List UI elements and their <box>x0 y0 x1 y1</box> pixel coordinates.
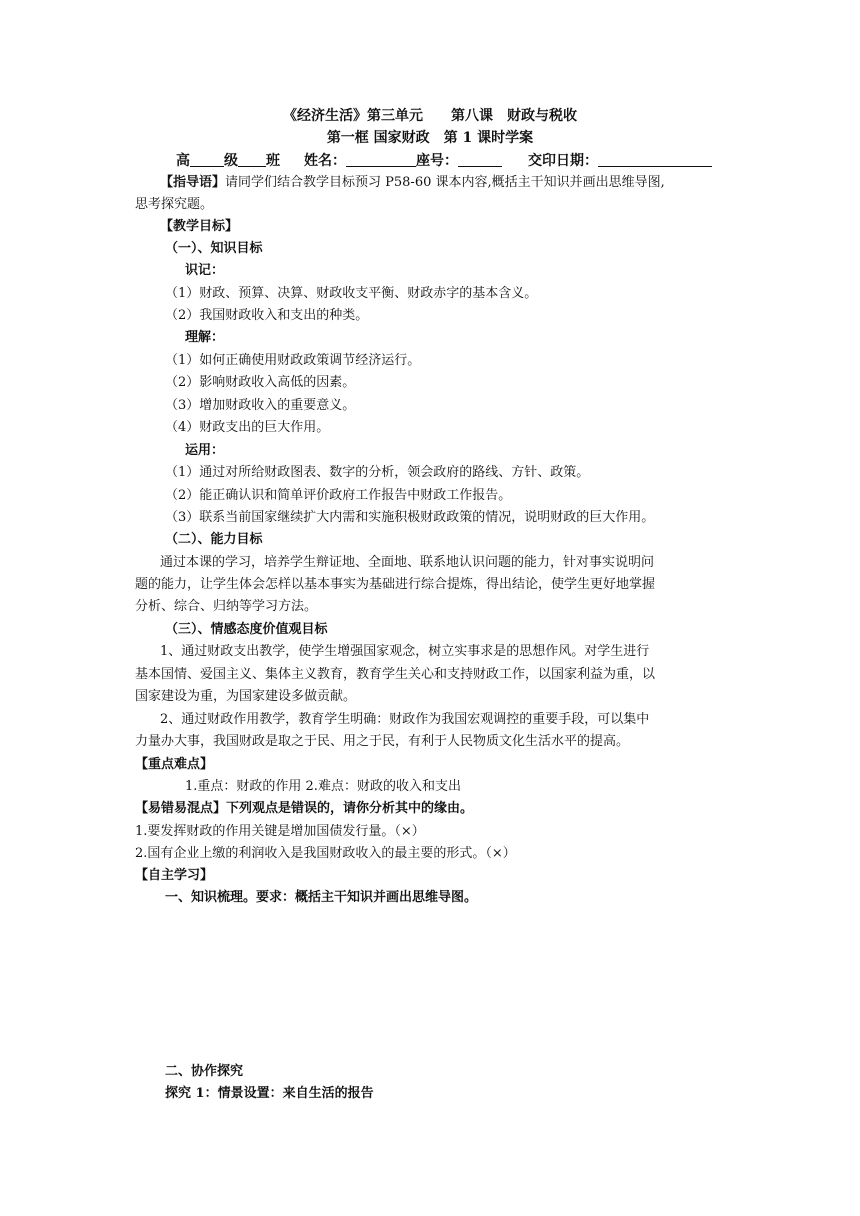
explore-1: 探究 1：情景设置：来自生活的报告 <box>165 1086 374 1101</box>
name-blank[interactable] <box>346 152 416 167</box>
title-line-2: 第一框 国家财政 第 1 课时学案 <box>326 130 534 146</box>
guide-tag: 【指导语】 <box>160 175 226 190</box>
title-line-1: 《经济生活》第三单元 第八课 财政与税收 <box>283 108 577 124</box>
mistake-item-2: 2.国有企业上缴的利润收入是我国财政收入的最主要的形式。（×） <box>135 846 516 861</box>
name-label: 姓名： <box>304 153 346 169</box>
goals-heading: 【教学目标】 <box>160 219 239 234</box>
self-study-item-1: 一、知识梳理。要求：概括主干知识并画出思维导图。 <box>165 890 478 905</box>
understand-item-2: （2）影响财政收入高低的因素。 <box>165 375 356 390</box>
class-blank[interactable] <box>238 152 266 167</box>
guide-text-2: 思考探究题。 <box>135 197 214 212</box>
seat-blank[interactable] <box>458 152 502 167</box>
key-text: 1.重点：财政的作用 2.难点：财政的收入和支出 <box>185 779 461 794</box>
ability-para-1: 通过本课的学习，培养学生辩证地、全面地、联系地认识问题的能力，针对事实说明问 <box>160 555 655 570</box>
remember-item-2: （2）我国财政收入和支出的种类。 <box>165 308 369 323</box>
remember-label: 识记： <box>185 263 225 278</box>
emotion-para-1a: 1、通过财政支出教学，使学生增强国家观念，树立实事求是的思想作风。对学生进行 <box>160 644 650 659</box>
guide-line-1 <box>160 174 665 192</box>
understand-item-1: （1）如何正确使用财政政策调节经济运行。 <box>165 353 421 368</box>
class-label: 班 <box>266 153 280 169</box>
grade-label: 高 <box>176 153 190 169</box>
understand-label: 理解： <box>185 330 225 345</box>
understand-item-3: （3）增加财政收入的重要意义。 <box>165 398 356 413</box>
emotion-para-1c: 国家建设为重，为国家建设多做贡献。 <box>135 689 357 704</box>
ability-para-2: 题的能力，让学生体会怎样以基本事实为基础进行综合提炼，得出结论，使学生更好地掌握 <box>135 577 656 592</box>
level-label: 级 <box>224 153 238 169</box>
cooperation-heading: 二、协作探究 <box>165 1064 244 1079</box>
apply-item-2: （2）能正确认识和简单评价政府工作报告中财政工作报告。 <box>165 488 512 503</box>
emotion-para-2a: 2、通过财政作用教学，教育学生明确：财政作为我国宏观调控的重要手段，可以集中 <box>160 712 650 727</box>
understand-item-4: （4）财政支出的巨大作用。 <box>165 420 330 435</box>
ability-para-3: 分析、综合、归纳等学习方法。 <box>135 599 318 614</box>
emotion-para-2b: 力量办大事，我国财政是取之于民、用之于民，有利于人民物质文化生活水平的提高。 <box>135 734 630 749</box>
apply-item-3: （3）联系当前国家继续扩大内需和实施积极财政政策的情况，说明财政的巨大作用。 <box>165 510 655 525</box>
self-study-heading: 【自主学习】 <box>135 868 214 883</box>
apply-item-1: （1）通过对所给财政图表、数字的分析，领会政府的路线、方针、政策。 <box>165 465 590 480</box>
grade-blank[interactable] <box>190 152 224 167</box>
date-label: 交印日期： <box>528 153 598 169</box>
mistake-text: 下列观点是错误的，请你分析其中的缘由。 <box>226 801 474 816</box>
seat-label: 座号： <box>416 153 458 169</box>
key-heading: 【重点难点】 <box>135 757 214 772</box>
date-blank[interactable] <box>598 152 712 167</box>
mistake-item-1: 1.要发挥财政的作用关键是增加国债发行量。（×） <box>135 824 425 839</box>
emotion-heading: （三）、情感态度价值观目标 <box>165 622 328 637</box>
remember-item-1: （1）财政、预算、决算、财政收支平衡、财政赤字的基本含义。 <box>165 286 538 301</box>
knowledge-heading: （一）、知识目标 <box>165 241 263 256</box>
emotion-para-1b: 基本国情、爱国主义、集体主义教育，教育学生关心和支持财政工作，以国家利益为重，以 <box>135 667 656 682</box>
mistake-tag: 【易错易混点】 <box>135 801 227 816</box>
mistake-line <box>135 800 473 818</box>
guide-text-1: 请同学们结合教学目标预习 P58-60 课本内容,概括主干知识并画出思维导图, <box>225 175 665 190</box>
ability-heading: （二）、能力目标 <box>165 532 263 547</box>
student-info-line <box>176 152 712 170</box>
apply-label: 运用： <box>185 443 225 458</box>
